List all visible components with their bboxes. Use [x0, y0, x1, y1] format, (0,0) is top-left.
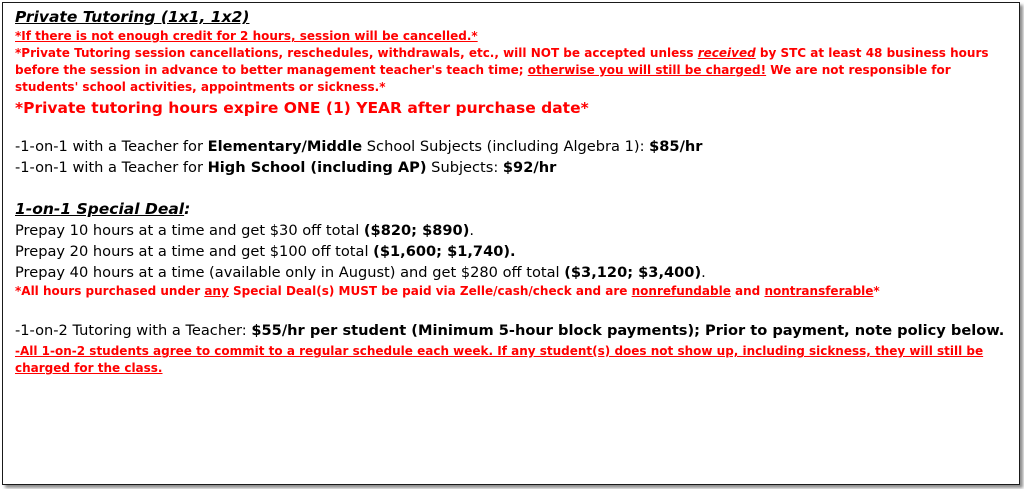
rate-high-prefix: -1-on-1 with a Teacher for — [15, 159, 208, 176]
deal-20-hours — [15, 241, 1011, 262]
deal-40-hours — [15, 262, 1011, 283]
rate-elementary — [15, 136, 1011, 157]
note-and: and — [730, 284, 765, 298]
page-title: Private Tutoring (1x1, 1x2) — [15, 8, 250, 26]
document-content — [15, 7, 1011, 377]
deal-10-hours — [15, 220, 1011, 241]
one-on-two-prefix: -1-on-2 Tutoring with a Teacher: — [15, 322, 252, 339]
policy-part2: by STC at least 48 business hours before the session in advance to better management teacher's teach time; — [15, 46, 989, 77]
note-nontransferable: nontransferable — [764, 284, 874, 298]
special-deal-heading — [15, 199, 1011, 220]
rate-elementary-desc: School Subjects (including Algebra 1): — [362, 138, 650, 155]
deal-10-text: Prepay 10 hours at a time and get $30 off total — [15, 222, 364, 239]
credit-note: *If there is not enough credit for 2 hours, session will be cancelled.* — [15, 29, 478, 43]
rate-one-on-two — [15, 320, 1011, 341]
note-any: any — [204, 284, 229, 298]
deal-40-prices: ($3,120; $3,400) — [564, 264, 702, 281]
one-on-two-price: $55/hr per student (Minimum 5-hour block payments); Prior to payment, note policy below. — [251, 322, 1005, 339]
note-part2: Special Deal(s) MUST be paid via Zelle/cash/check and are — [228, 284, 632, 298]
expire-note: *Private tutoring hours expire ONE (1) YEAR after purchase date* — [15, 99, 589, 117]
rate-elementary-prefix: -1-on-1 with a Teacher for — [15, 138, 208, 155]
rate-high-level: High School (including AP) — [207, 159, 427, 176]
policy-received: received — [697, 46, 756, 60]
deal-20-text: Prepay 20 hours at a time and get $100 off total — [15, 243, 374, 260]
deal-10-prices: ($820; $890) — [363, 222, 470, 239]
note-part1: *All hours purchased under — [15, 284, 205, 298]
policy-charged: otherwise you will still be charged! — [527, 63, 767, 77]
note-end: * — [873, 284, 880, 298]
one-on-two-policy: -All 1-on-2 students agree to commit to a regular schedule each week. If any student(s) does not show up, including sickness, they will still be charged for the class. — [15, 344, 984, 375]
deal-10-end: . — [469, 222, 475, 239]
rate-high-school — [15, 157, 1011, 178]
policy-part1: *Private Tutoring session cancellations, reschedules, withdrawals, etc., will NOT be accepted unless — [15, 46, 698, 60]
cancellation-policy — [15, 45, 1011, 96]
deal-20-prices: ($1,600; $1,740). — [373, 243, 516, 260]
note-nonrefundable: nonrefundable — [631, 284, 731, 298]
rate-elementary-level: Elementary/Middle — [207, 138, 363, 155]
rate-high-price: $92/hr — [502, 159, 557, 176]
rate-high-desc: Subjects: — [426, 159, 503, 176]
policy-part3: We are not responsible for students' school activities, appointments or sickness.* — [15, 63, 951, 94]
deal-40-end: . — [701, 264, 706, 281]
special-deal-note — [15, 283, 1011, 300]
special-deal-colon: : — [184, 200, 191, 218]
rate-elementary-price: $85/hr — [649, 138, 703, 155]
deal-40-text: Prepay 40 hours at a time (available only in August) and get $280 off total — [15, 264, 565, 281]
document-frame — [2, 2, 1020, 485]
special-deal-title: 1-on-1 Special Deal — [15, 200, 185, 218]
